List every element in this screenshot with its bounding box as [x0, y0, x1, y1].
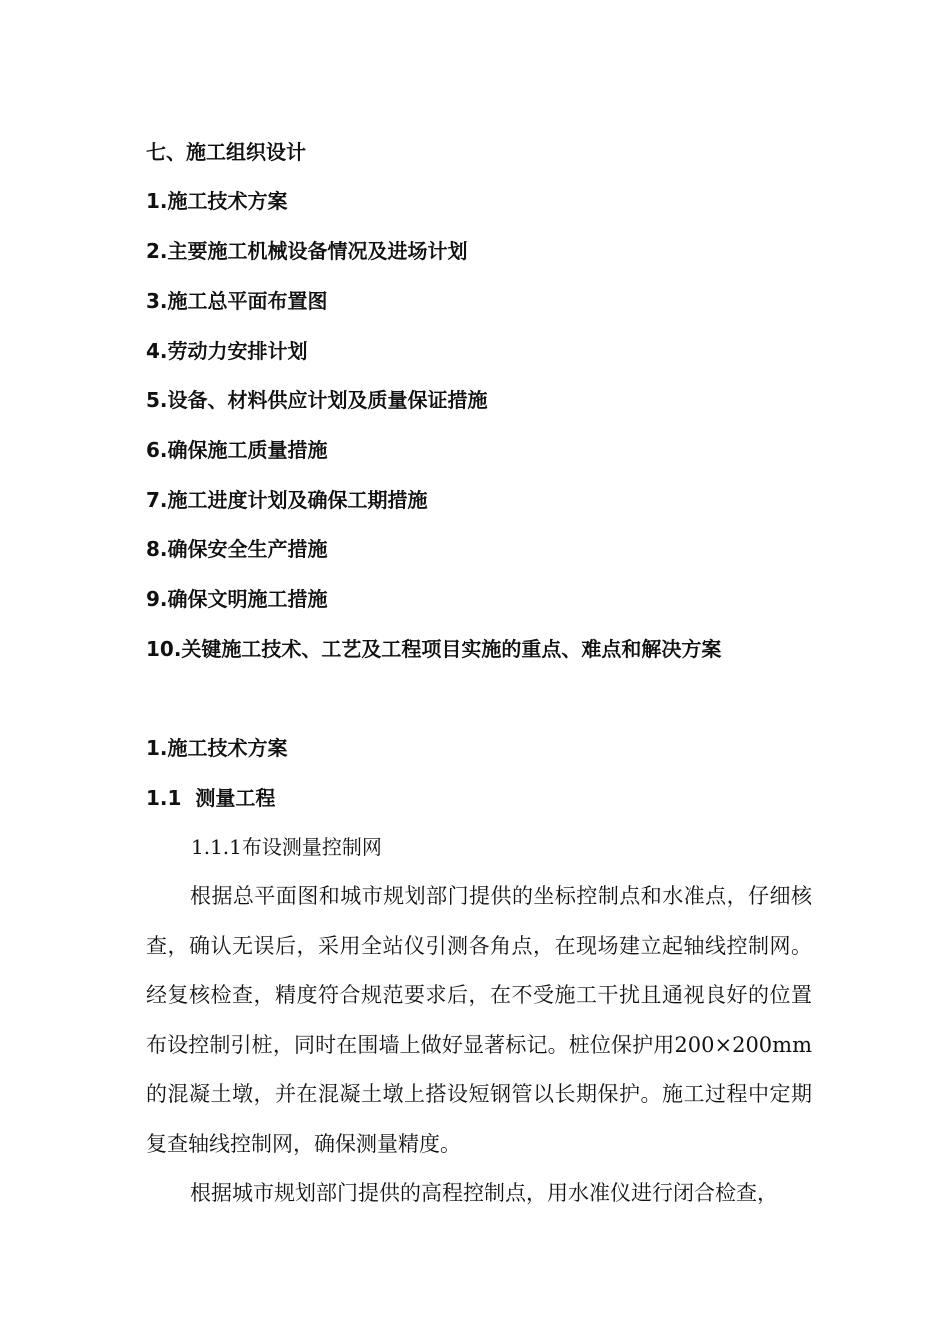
body-paragraph-1: 根据总平面图和城市规划部门提供的坐标控制点和水准点，仔细核查，确认无误后，采用全站仪引测各角点，在现场建立起轴线控制网。经复核检查，精度符合规范要求后，在不受施工干扰且通视良好的位置布设控制引桩，同时在围墙上做好显著标记。桩位保护用200×200mm的混凝土墩，并在混凝土墩上搭设短钢管以长期保护。施工过程中定期复查轴线控制网，确保测量精度。 [146, 884, 812, 1156]
toc-item-10: 10.关键施工技术、工艺及工程项目实施的重点、难点和解决方案 [146, 637, 722, 661]
toc-item-5: 5.设备、材料供应计划及质量保证措施 [146, 388, 488, 412]
toc-item-6: 6.确保施工质量措施 [146, 438, 328, 462]
toc-title: 七、施工组织设计 [146, 140, 306, 164]
toc-item-9: 9.确保文明施工措施 [146, 587, 328, 611]
toc-item-8: 8.确保安全生产措施 [146, 537, 328, 561]
subsubsection-title: 1.1.1布设测量控制网 [191, 835, 382, 859]
toc-item-4: 4.劳动力安排计划 [146, 339, 308, 363]
toc-item-2: 2.主要施工机械设备情况及进场计划 [146, 239, 468, 263]
toc-item-7: 7.施工进度计划及确保工期措施 [146, 488, 428, 512]
section-title: 1.施工技术方案 [146, 736, 288, 760]
body-paragraph-2: 根据城市规划部门提供的高程控制点，用水准仪进行闭合检查， [190, 1181, 778, 1205]
toc-item-3: 3.施工总平面布置图 [146, 289, 328, 313]
toc-item-1: 1.施工技术方案 [146, 189, 288, 213]
subsection-title: 1.1 测量工程 [146, 786, 276, 810]
